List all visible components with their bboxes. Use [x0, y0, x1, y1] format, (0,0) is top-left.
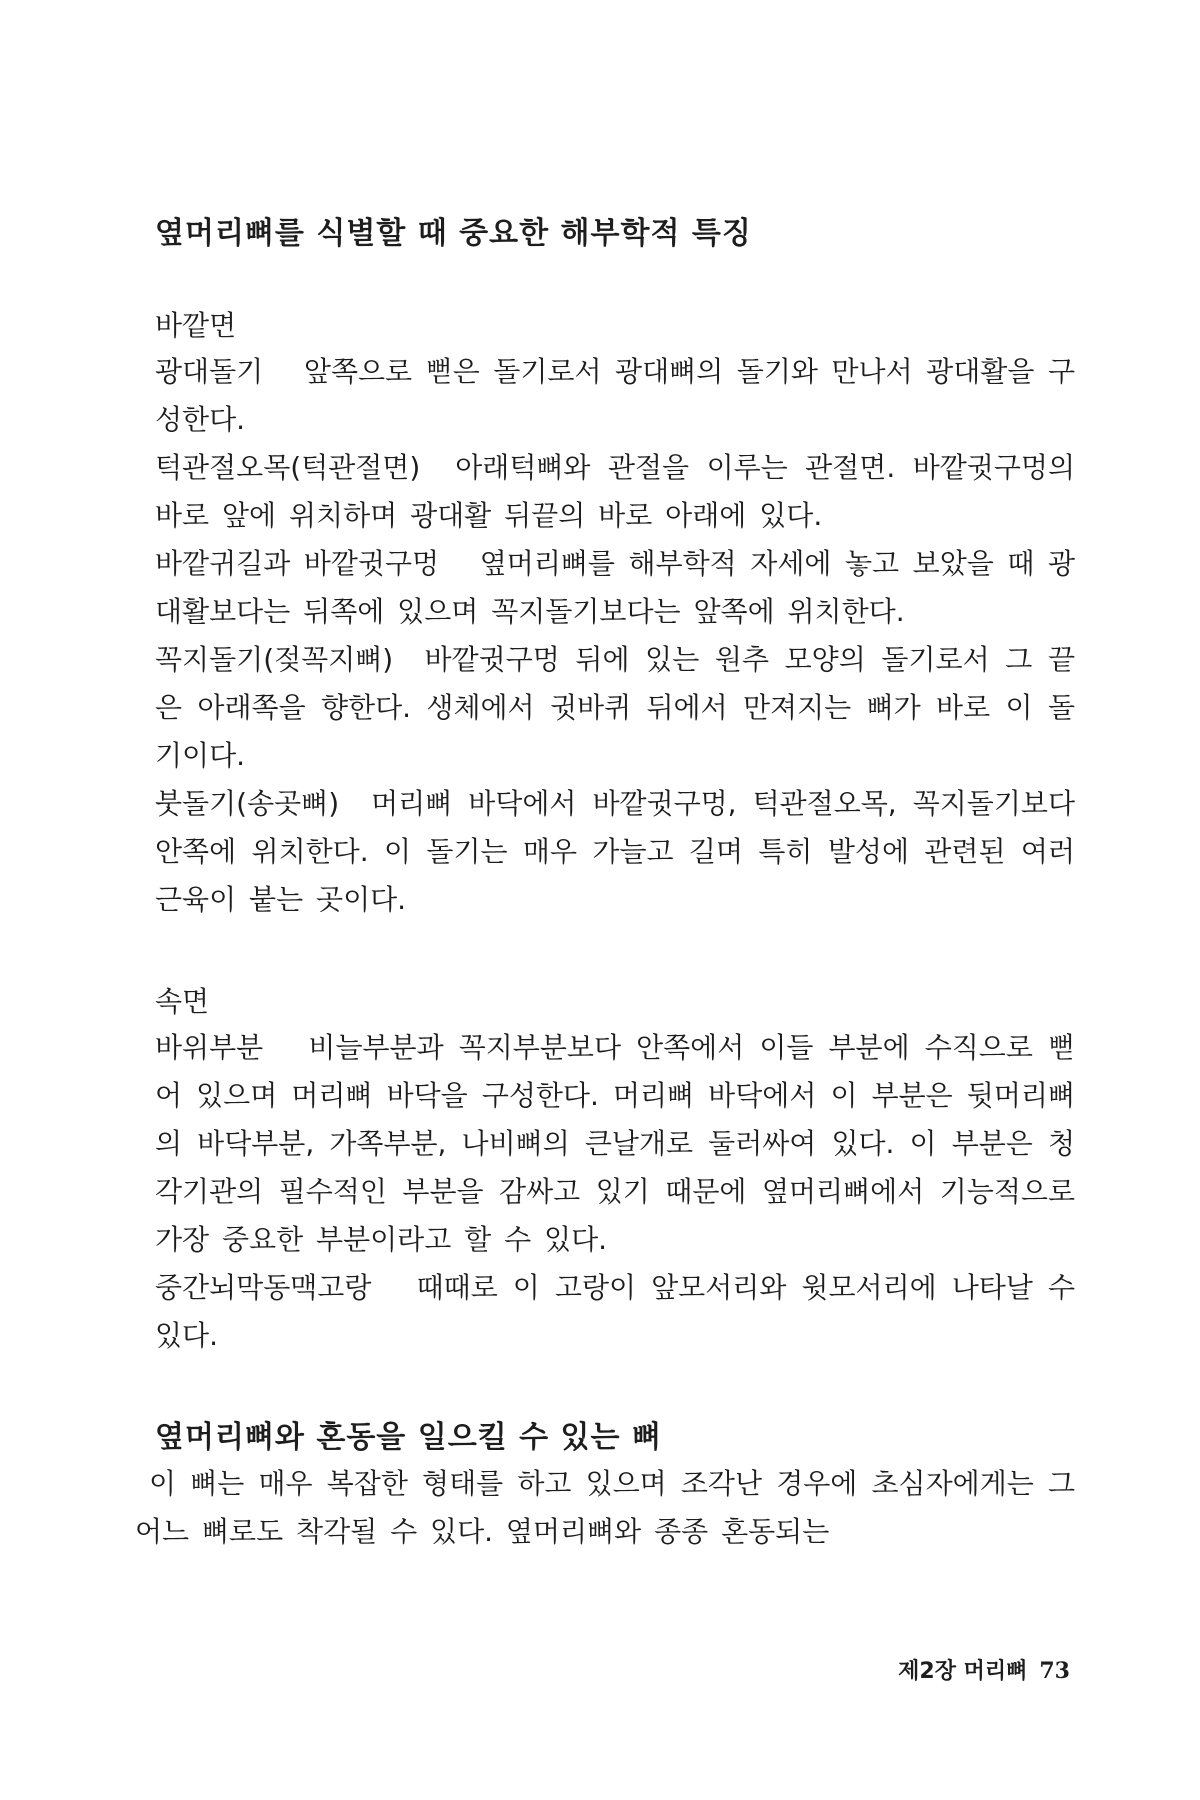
entry-styloid-process	[155, 780, 1075, 924]
entry-term: 붓돌기(송곳뼈)	[155, 787, 340, 820]
entry-text: 비늘부분과 꼭지부분보다 안쪽에서 이들 부분에 수직으로 뻗어 있으며 머리뼈 바닥을 구성한다. 머리뼈 바닥에서 이 부분은 뒷머리뼈의 바닥부분, 가쪽부분, 나비뼈의 큰날개로 둘러싸여 있다. 이 부분은 청각기관의 필수적인 부분을 감싸고 있기 때문에 옆머리뼈에서 기능적으로 가장 중요한 부분이라고 할 수 있다.	[155, 1031, 1076, 1256]
entry-term: 턱관절오목(턱관절면)	[155, 451, 421, 484]
page-number: 73	[1039, 1658, 1070, 1684]
section-heading: 옆머리뼈를 식별할 때 중요한 해부학적 특징	[155, 216, 752, 251]
entry-mastoid-process	[155, 636, 1075, 780]
confusion-paragraph: 이 뼈는 매우 복잡한 형태를 하고 있으며 조각난 경우에 초심자에게는 그 어느 뼈로도 착각될 수 있다. 옆머리뼈와 종종 혼동되는	[135, 1467, 1075, 1548]
inner-surface-title: 속면	[155, 985, 210, 1018]
entry-mandibular-fossa	[155, 444, 1075, 540]
entry-term: 꼭지돌기(젖꼭지뼈)	[155, 643, 394, 676]
entry-text: 때때로 이 고랑이 앞모서리와 윗모서리에 나타날 수 있다.	[155, 1271, 1075, 1352]
entry-text: 바깥귓구멍 뒤에 있는 원추 모양의 돌기로서 그 끝은 아래쪽을 향한다. 생체에서 귓바퀴 뒤에서 만져지는 뼈가 바로 이 돌기이다.	[155, 643, 1075, 772]
entry-term: 중간뇌막동맥고랑	[155, 1271, 372, 1304]
entry-text: 옆머리뼈를 해부학적 자세에 놓고 보았을 때 광대활보다는 뒤쪽에 있으며 꼭지돌기보다는 앞쪽에 위치한다.	[155, 547, 1075, 628]
page-content	[135, 212, 1076, 1556]
entry-text: 앞쪽으로 뻗은 돌기로서 광대뼈의 돌기와 만나서 광대활을 구성한다.	[155, 355, 1076, 436]
entry-text: 아래턱뼈와 관절을 이루는 관절면. 바깥귓구멍의 바로 앞에 위치하며 광대활 뒤끝의 바로 아래에 있다.	[155, 451, 1075, 532]
entry-petrous-part	[155, 1024, 1075, 1264]
page-footer	[898, 1654, 1070, 1685]
entry-external-acoustic-meatus	[155, 540, 1075, 636]
outer-surface-title: 바깥면	[155, 309, 237, 342]
confusion-heading: 옆머리뼈와 혼동을 일으킬 수 있는 뼈	[155, 1420, 662, 1455]
entry-term: 광대돌기	[155, 355, 264, 388]
confusion-paragraph-block	[135, 1460, 1075, 1556]
chapter-label: 제2장 머리뼈	[898, 1659, 1028, 1684]
entry-middle-meningeal-groove	[155, 1264, 1075, 1360]
entry-text: 머리뼈 바닥에서 바깥귓구멍, 턱관절오목, 꼭지돌기보다 안쪽에 위치한다. 이 돌기는 매우 가늘고 길며 특히 발성에 관련된 여러 근육이 붙는 곳이다.	[155, 787, 1075, 916]
entry-term: 바깥귀길과 바깥귓구멍	[155, 547, 440, 580]
entry-term: 바위부분	[155, 1031, 264, 1064]
entry-zygomatic-process	[155, 348, 1075, 444]
